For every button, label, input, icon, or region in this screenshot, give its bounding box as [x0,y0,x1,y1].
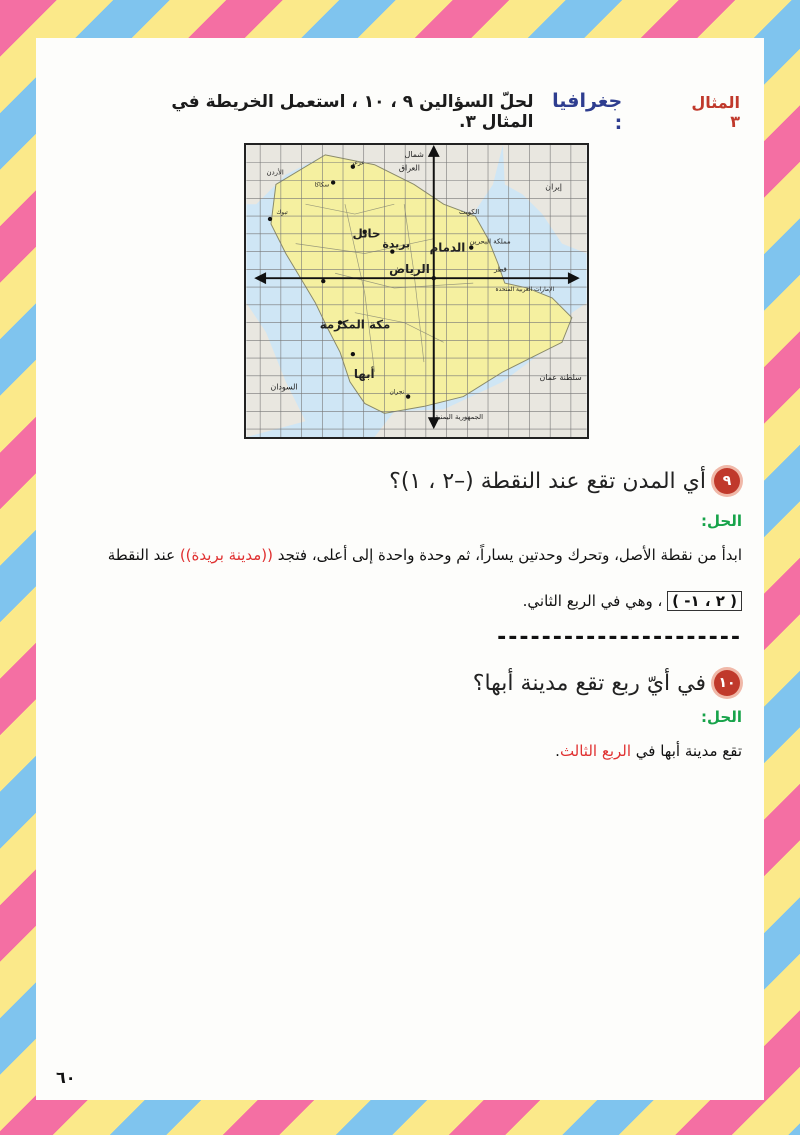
q9-answer-line1 [52,546,742,564]
q9-answer-line2-post: ، وهي في الربع الثاني. [522,592,663,610]
label-iran: إيران [545,182,563,192]
label-abha: أبها [353,366,375,381]
city-dot-medina [321,279,325,283]
label-hail: حائل [352,226,381,241]
q9-answer-point: ( -٢ ، ١ ) [667,591,742,611]
q9-answer-line2 [523,592,742,610]
question-10-text: في أيّ ربع تقع مدينة أبها؟ [472,670,706,696]
section-divider: ---------------------- [497,625,742,650]
q9-answer-city: ((مدينة بريدة)) [179,546,274,564]
topic-label: جغرافيا : [552,90,623,134]
saudi-map [244,143,589,439]
label-qatar: قطر [494,265,507,274]
q10-answer-quadrant: الربع الثالث [559,742,632,760]
q9-answer-line1-pre: ابدأ من نقطة الأصل، وتحرك وحدتين يساراً، ثم وحدة واحدة إلى أعلى، فتجد [277,546,742,564]
page-number: ٦٠ [56,1068,76,1087]
question-9-text: أي المدن تقع عند النقطة (–٢ ، ١)؟ [389,468,706,494]
label-arar: عرعر [351,160,365,167]
label-jordan: الأردن [266,168,284,177]
question-9-badge: ٩ [714,468,740,494]
q10-answer [555,742,742,760]
label-najran: نجران [389,389,405,396]
label-oman: سلطنة عمان [539,372,582,382]
question-10 [473,670,740,696]
label-yemen: الجمهورية اليمنية [434,413,484,422]
label-dammam: الدمام [429,240,466,255]
example-header [120,90,740,134]
label-north: شمال [404,149,424,159]
q9-solution-label: الحل: [701,512,742,530]
q10-answer-post: . [555,742,560,760]
label-bahrain: مملكة البحرين [469,237,511,246]
city-dot-abha [351,352,355,356]
label-kuwait: الكويت [459,208,480,217]
city-dot-dammam [469,245,473,249]
map-svg [246,145,587,437]
city-dot-riyadh [432,276,436,280]
question-10-badge: ١٠ [714,670,740,696]
question-9 [389,468,740,494]
label-iraq: العراق [398,163,420,173]
q10-answer-pre: تقع مدينة أبها في [635,742,742,760]
q10-solution-label: الحل: [701,708,742,726]
example-label: المثال ٣ [691,93,740,131]
label-sudan: السودان [270,382,298,392]
label-sakaka: سكاكا [314,182,330,189]
instruction-text: لحلّ السؤالين ٩ ، ١٠ ، استعمل الخريطة في المثال ٣. [171,92,534,132]
label-uae: الإمارات العربية المتحدة [495,287,555,293]
q9-answer-line1-post: عند النقطة [107,546,176,564]
city-dot-sakaka [331,180,335,184]
label-makkah: مكة المكرمة [319,317,391,332]
city-dot-najran [406,394,410,398]
city-dot-tabuk [268,217,272,221]
label-buraydah: بريدة [382,237,411,251]
label-tabuk: تبوك [276,210,288,217]
label-riyadh: الرياض [389,262,430,277]
